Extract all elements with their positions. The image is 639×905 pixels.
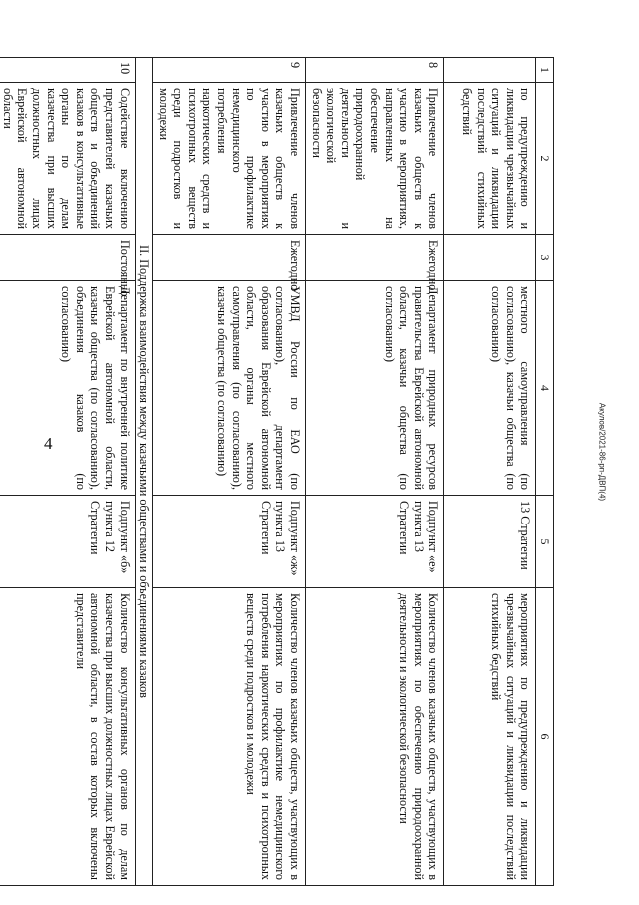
indicator-cell: мероприятиях по предупреждению и ликвидации чрезвычайных ситуаций и ликвидации последствий стихийных бедствий [444,588,536,886]
header-cell: 5 [536,496,554,588]
header-cell: 3 [536,235,554,281]
strategy-cell: Подпункт «б» пункта 12 Стратегии [0,496,135,588]
strategy-cell: 13 Стратегии [444,496,536,588]
section-title: II. Поддержка взаимодействия между казачьими обществами и объединениями казаков [135,58,153,886]
header-cell: 2 [536,83,554,235]
term-cell [444,235,536,281]
executor-cell: Департамент по внутренней политике Еврейской автономной области, казачьи общества (по согласованию), объединения казаков (по согласованию) [0,281,135,496]
term-cell: Постоянно [0,235,135,281]
indicator-cell: Количество членов казачьих обществ, участвующих в мероприятиях по профилактике немедицинского потребления наркотических средств и психотропных веществ среди подростков и молодежи [153,588,306,886]
indicator-cell: Количество консультативных органов по делам казачества при высших должностных лицах Еврейской автономной области, в состав которых включены представители [0,588,135,886]
table-row [0,58,135,886]
row-number: 10 [0,58,135,83]
row-number: 8 [306,58,444,83]
rotated-page-content [0,57,554,885]
table-row [153,58,306,886]
measure-cell: Привлечение членов казачьих обществ к участию в мероприятиях, направленных на обеспечение природоохранной деятельности и экологической безопасности [306,83,444,235]
table-row [444,58,536,886]
header-cell: 1 [536,58,554,83]
measures-table [0,57,554,886]
row-number [444,58,536,83]
section-row [135,58,153,886]
executor-cell: местного самоуправления (по согласованию), казачьи общества (по согласованию) [444,281,536,496]
row-number: 9 [153,58,306,83]
term-cell: Ежегодно [306,235,444,281]
indicator-cell: Количество членов казачьих обществ, участвующих в мероприятиях по обеспечению природоохранной деятельности и экологической безопасности [306,588,444,886]
executor-cell: УМВД России по ЕАО (по согласованию), департамент образования Еврейской автономной области, органы местного самоуправления (по согласованию), казачьи общества (по согласованию) [153,281,306,496]
measure-cell: Привлечение членов казачьих обществ к участию в мероприятиях по профилактике немедицинского потребления наркотических средств и психотропных веществ среди подростков и молодежи [153,83,306,235]
page-number: 4 [44,434,53,453]
executor-cell: Департамент природных ресурсов правительства Еврейской автономной области, казачьи общества (по согласованию) [306,281,444,496]
table-header-row [536,58,554,886]
measure-cell: по предупреждению и ликвидации чрезвычайных ситуаций и ликвидации последствий стихийных бедствий [444,83,536,235]
header-cell: 6 [536,588,554,886]
table-row [306,58,444,886]
term-cell: Ежегодно [153,235,306,281]
strategy-cell: Подпункт «е» пункта 13 Стратегии [306,496,444,588]
document-side-note: Акулов/2021-86-рп-ДВП(4) [597,402,607,502]
table-rotation-frame [0,57,554,885]
header-cell: 4 [536,281,554,496]
strategy-cell: Подпункт «ж» пункта 13 Стратегии [153,496,306,588]
measure-cell: Содействие включению представителей казачьих обществ и объединений казаков в консультативные органы по делам казачества при высших должностных лицах Еврейской автономной области [0,83,135,235]
